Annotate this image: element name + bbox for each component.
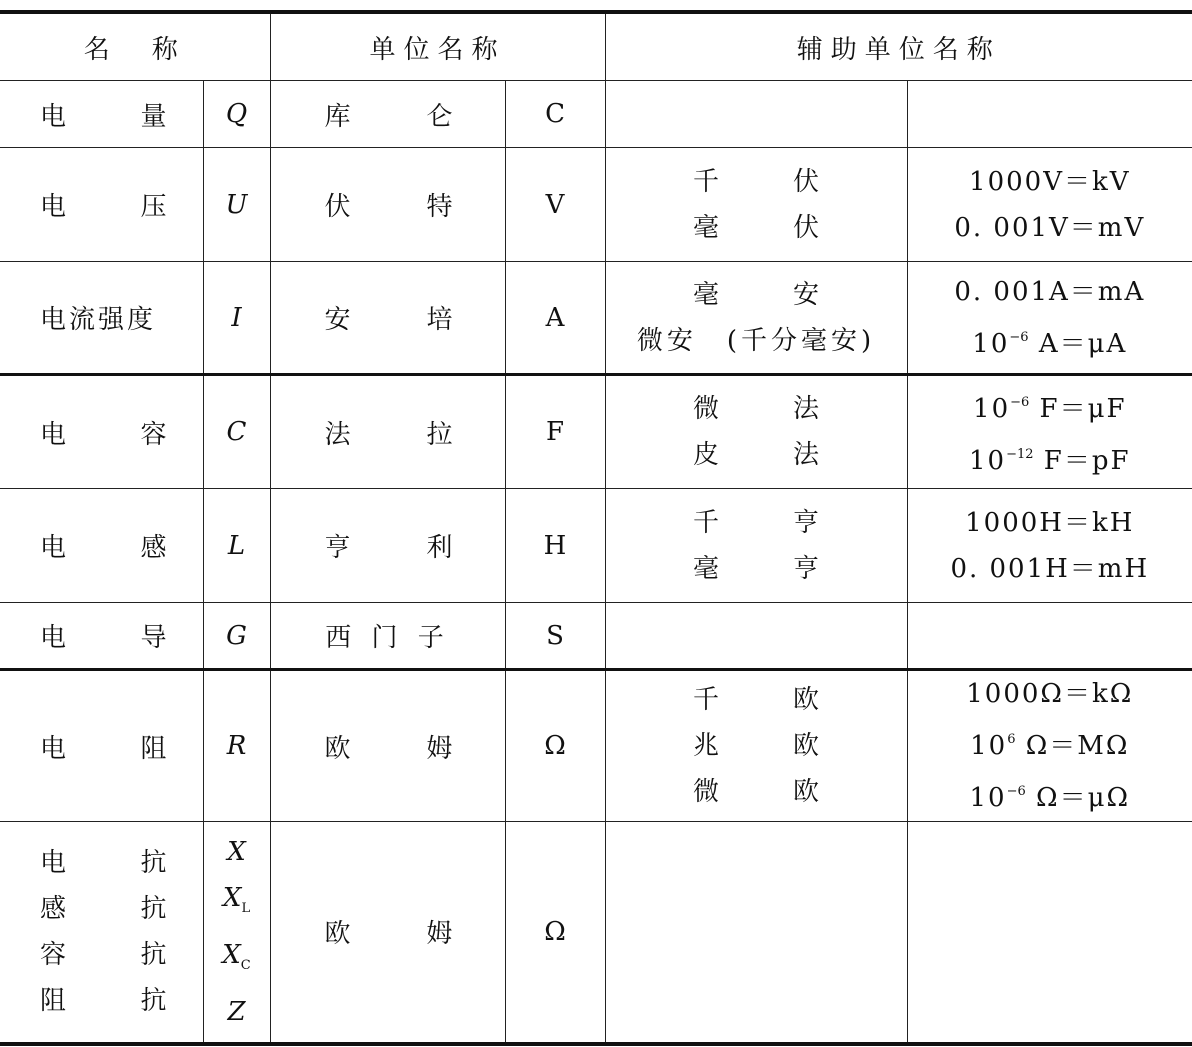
table-row xyxy=(0,489,1192,603)
unit-symbol: V xyxy=(505,148,605,262)
header-aux-unit-name: 辅助单位名称 xyxy=(605,12,1192,81)
unit-name: 法 拉 xyxy=(270,375,505,489)
aux-unit-equation xyxy=(907,822,1192,1044)
table-row xyxy=(0,262,1192,375)
aux-unit-name: 微 法 皮 法 xyxy=(605,375,907,489)
unit-name: 欧 姆 xyxy=(270,822,505,1044)
unit-name: 安 培 xyxy=(270,262,505,375)
unit-symbol: H xyxy=(505,489,605,603)
unit-symbol: F xyxy=(505,375,605,489)
quantity-symbol: C xyxy=(203,375,270,489)
unit-name: 库 仑 xyxy=(270,81,505,148)
aux-unit-name: 毫 安 微安 (千分毫安) xyxy=(605,262,907,375)
quantity-symbol: Q xyxy=(203,81,270,148)
table-row xyxy=(0,81,1192,148)
quantity-symbol: X $X_L$ $X_C$ Z xyxy=(203,822,270,1044)
unit-symbol: C xyxy=(505,81,605,148)
aux-unit-name xyxy=(605,822,907,1044)
table-row xyxy=(0,603,1192,670)
unit-symbol: A xyxy=(505,262,605,375)
unit-name: 欧 姆 xyxy=(270,670,505,822)
aux-unit-name: 千 伏 毫 伏 xyxy=(605,148,907,262)
quantity-symbol: I xyxy=(203,262,270,375)
aux-unit-name xyxy=(605,81,907,148)
aux-unit-name xyxy=(605,603,907,670)
aux-unit-equation xyxy=(907,603,1192,670)
quantity-symbol: G xyxy=(203,603,270,670)
aux-unit-equation: 1000H＝kH 0. 001H＝mH xyxy=(907,489,1192,603)
quantity-name: 电 导 xyxy=(0,603,203,670)
quantity-symbol: L xyxy=(203,489,270,603)
aux-unit-equation: 0. 001A＝mA $10^{-6}$ A＝μA xyxy=(907,262,1192,375)
quantity-name: 电 容 xyxy=(0,375,203,489)
table-row xyxy=(0,148,1192,262)
aux-unit-name: 千 欧 兆 欧 微 欧 xyxy=(605,670,907,822)
unit-symbol: S xyxy=(505,603,605,670)
table-row xyxy=(0,670,1192,822)
unit-name: 亨 利 xyxy=(270,489,505,603)
quantity-name: 电 阻 xyxy=(0,670,203,822)
aux-unit-equation xyxy=(907,81,1192,148)
quantity-symbol: R xyxy=(203,670,270,822)
unit-name: 西 门 子 xyxy=(270,603,505,670)
unit-symbol: Ω xyxy=(505,822,605,1044)
quantity-name: 电 抗 感 抗 容 抗 阻 抗 xyxy=(0,822,203,1044)
aux-unit-equation: $10^{-6}$ F＝μF $10^{-12}$ F＝pF xyxy=(907,375,1192,489)
quantity-symbol: U xyxy=(203,148,270,262)
quantity-name: 电 压 xyxy=(0,148,203,262)
unit-symbol: Ω xyxy=(505,670,605,822)
quantity-name: 电 感 xyxy=(0,489,203,603)
unit-name: 伏 特 xyxy=(270,148,505,262)
table-row xyxy=(0,822,1192,1044)
quantity-name: 电 量 xyxy=(0,81,203,148)
aux-unit-equation: 1000Ω＝kΩ $10^6$ Ω＝MΩ $10^{-6}$ Ω＝μΩ xyxy=(907,670,1192,822)
table-row xyxy=(0,375,1192,489)
header-unit-name: 单位名称 xyxy=(270,12,605,81)
header-name: 名 称 xyxy=(0,12,270,81)
header-row xyxy=(0,12,1192,81)
electrical-units-table xyxy=(0,10,1192,1046)
aux-unit-equation: 1000V＝kV 0. 001V＝mV xyxy=(907,148,1192,262)
aux-unit-name: 千 亨 毫 亨 xyxy=(605,489,907,603)
quantity-name: 电流强度 xyxy=(0,262,203,375)
